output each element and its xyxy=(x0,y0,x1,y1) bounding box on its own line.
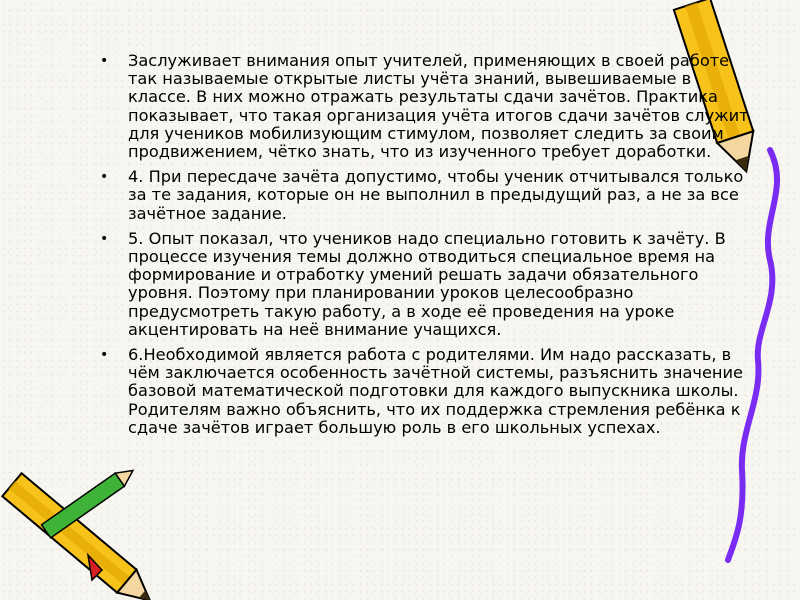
bullet-icon: • xyxy=(100,169,109,186)
bullet-list xyxy=(100,52,755,437)
paragraph-text: 6.Необходимой является работа с родителями. Им надо рассказать, в чём заключается особенность зачётной системы, разъяснить значение базовой математической подготовки для каждого выпускника школы. Родителям важно объяснить, что их поддержка стремления ребёнка к сдаче зачётов играет большую роль в его школьных успехах. xyxy=(128,345,743,437)
list-item xyxy=(100,168,755,223)
bottom-left-pencil-icon xyxy=(2,473,159,600)
list-item xyxy=(100,230,755,339)
bullet-icon: • xyxy=(100,347,109,364)
slide-content xyxy=(100,52,755,444)
paragraph-text: 4. При пересдаче зачёта допустимо, чтобы ученик отчитывался только за те задания, которые он не выполнил в предыдущий раз, а не за все зачётное задание. xyxy=(128,167,744,223)
paragraph-text: Заслуживает внимания опыт учителей, применяющих в своей работе так называемые открытые листы учёта знаний, вывешиваемые в классе. В них можно отражать результаты сдачи зачётов. Практика показывает, что такая организация учёта итогов сдачи зачётов служит для учеников мобилизующим стимулом, позволяет следить за своим продвижением, чётко знать, что из изученного требует доработки. xyxy=(128,51,749,162)
bullet-icon: • xyxy=(100,230,109,247)
list-item xyxy=(100,346,755,437)
list-item xyxy=(100,52,755,161)
paragraph-text: 5. Опыт показал, что учеников надо специально готовить к зачёту. В процессе изучения темы должно отводиться специальное время на формирование и отработку умений решать задачи обязательного уровня. Поэтому при планировании уроков целесообразно предусмотреть такую работу, а в ходе её проведения на уроке акцентировать на неё внимание учащихся. xyxy=(128,228,726,339)
bullet-icon: • xyxy=(100,53,109,69)
